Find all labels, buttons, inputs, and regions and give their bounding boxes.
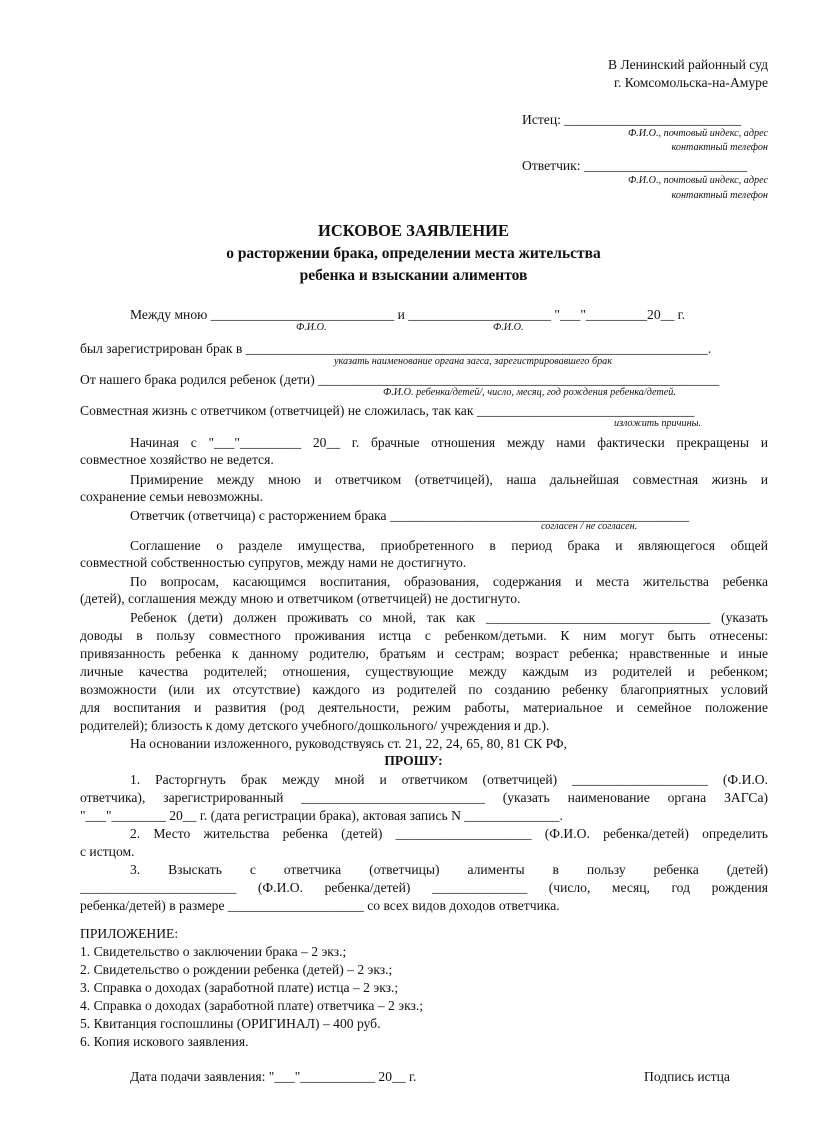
residence-line-1: Ребенок (дети) должен проживать со мной, так как _________________________________ (указать xyxy=(130,610,768,625)
property-line-2: совместной собственностью супругов, между нами не достигнуто. xyxy=(80,555,467,570)
property-line: Соглашение о разделе имущества, приобретенного в период брака и являющегося общей xyxy=(130,538,768,553)
request-heading: ПРОШУ: xyxy=(384,753,443,768)
reason-hint: изложить причины. xyxy=(614,418,702,429)
attachments-heading: ПРИЛОЖЕНИЕ: xyxy=(80,926,179,941)
fio-hint-2: Ф.И.О. xyxy=(493,322,524,333)
reason-line: Совместная жизнь с ответчиком (ответчицей) не сложилась, так как ________________________________ xyxy=(80,403,695,418)
filing-date: Дата подачи заявления: "___"___________ 20__ г. xyxy=(130,1069,417,1084)
fio-hint-1: Ф.И.О. xyxy=(296,322,327,333)
request-3-line-3: ребенка/детей) в размере ____________________ со всех видов доходов ответчика. xyxy=(80,898,560,913)
children-line: От нашего брака родился ребенок (дети) ___________________________________________________________ xyxy=(80,372,720,387)
registry-hint: указать наименование органа загса, зарегистрировавшего брак xyxy=(334,356,613,367)
attachment-item: 1. Свидетельство о заключении брака – 2 экз.; xyxy=(80,944,347,959)
request-1-line-2: ответчика), зарегистрированный ___________________________ (указать наименование органа ЗАГСа) xyxy=(80,790,768,805)
upbringing-line-2: (детей), соглашения между мною и ответчиком (ответчицей) не достигнуто. xyxy=(80,591,521,606)
attachment-item: 3. Справка о доходах (заработной плате) истца – 2 экз.; xyxy=(80,980,399,995)
defendant-hint: Ф.И.О., почтовый индекс, адрес xyxy=(627,175,768,186)
document-subtitle-2: ребенка и взыскании алиментов xyxy=(299,267,528,284)
residence-line-4: личные качества родителей; отношения, существующие между каждым из родителей и ребенком; xyxy=(80,664,768,679)
attachment-item: 6. Копия искового заявления. xyxy=(80,1034,249,1049)
defendant-field: Ответчик: ________________________ xyxy=(522,158,748,173)
upbringing-line: По вопросам, касающимся воспитания, образования, содержания и места жительства ребенка xyxy=(130,574,768,589)
request-3-line-2: _______________________ (Ф.И.О. ребенка/детей) ______________ (число, месяц, год рождения xyxy=(80,880,768,895)
reconciliation-line: Примирение между мною и ответчиком (ответчицей), наша дальнейшая совместная жизнь и xyxy=(130,472,768,487)
plaintiff-field: Истец: __________________________ xyxy=(522,112,741,127)
registration-line: был зарегистрирован брак в ____________________________________________________________________. xyxy=(80,341,712,356)
request-2-line-2: с истцом. xyxy=(80,844,135,859)
children-hint: Ф.И.О. ребенка/детей/, число, месяц, год рождения ребенка/детей. xyxy=(383,387,676,398)
legal-basis-line: На основании изложенного, руководствуясь ст. 21, 22, 24, 65, 80, 81 СК РФ, xyxy=(130,736,568,751)
court-name: В Ленинский районный суд xyxy=(607,57,768,72)
request-2-line-1: 2. Место жительства ребенка (детей) ____________________ (Ф.И.О. ребенка/детей) определить xyxy=(130,826,768,841)
residence-line-5: возможности (или их отсутствие) каждого из родителей по созданию ребенку благоприятных условий xyxy=(80,682,768,697)
court-city: г. Комсомольска-на-Амуре xyxy=(613,75,768,90)
consent-hint: согласен / не согласен. xyxy=(541,521,638,532)
residence-line-7: родителей); близость к дому детского учебного/дошкольного/ учреждения и др.). xyxy=(80,718,550,733)
residence-line-6: для воспитания и развития (род деятельности, режим работы, материальное и семейное положение xyxy=(80,700,768,715)
request-3-line-1: 3. Взыскать с ответчика (ответчицы) алименты в пользу ребенка (детей) xyxy=(130,862,768,877)
separation-date-line-2: совместное хозяйство не ведется. xyxy=(80,452,274,467)
request-1-line-3: "___"________ 20__ г. (дата регистрации брака), актовая запись N ______________. xyxy=(80,808,563,823)
residence-line-3: привязанность ребенка к данному родителю, братьям и сестрам; возраст ребенка; нравственные и иные xyxy=(80,646,768,661)
plaintiff-signature: Подпись истца xyxy=(644,1069,730,1084)
plaintiff-hint: Ф.И.О., почтовый индекс, адрес xyxy=(627,128,768,139)
separation-date-line: Начиная с "___"_________ 20__ г. брачные отношения между нами фактически прекращены и xyxy=(130,435,768,450)
attachment-item: 4. Справка о доходах (заработной плате) ответчика – 2 экз.; xyxy=(80,998,424,1013)
request-1-line-1: 1. Расторгнуть брак между мной и ответчиком (ответчицей) ____________________ (Ф.И.О. xyxy=(130,772,768,787)
document-title: ИСКОВОЕ ЗАЯВЛЕНИЕ xyxy=(318,221,509,240)
plaintiff-hint-phone: контактный телефон xyxy=(671,142,768,153)
reconciliation-line-2: сохранение семьи невозможны. xyxy=(80,489,263,504)
marriage-parties-line: Между мною ___________________________ и _____________________ "___"_________20__ г. xyxy=(130,307,686,322)
consent-line: Ответчик (ответчица) с расторжением брака ____________________________________________ xyxy=(130,508,690,523)
attachment-item: 2. Свидетельство о рождении ребенка (детей) – 2 экз.; xyxy=(80,962,393,977)
attachment-item: 5. Квитанция госпошлины (ОРИГИНАЛ) – 400 руб. xyxy=(80,1016,381,1031)
defendant-hint-phone: контактный телефон xyxy=(671,190,768,201)
document-subtitle-1: о расторжении брака, определении места жительства xyxy=(226,245,601,262)
residence-line-2: доводы в пользу совместного проживания истца с ребенком/детьми. К ним могут быть отнесены: xyxy=(80,628,768,643)
